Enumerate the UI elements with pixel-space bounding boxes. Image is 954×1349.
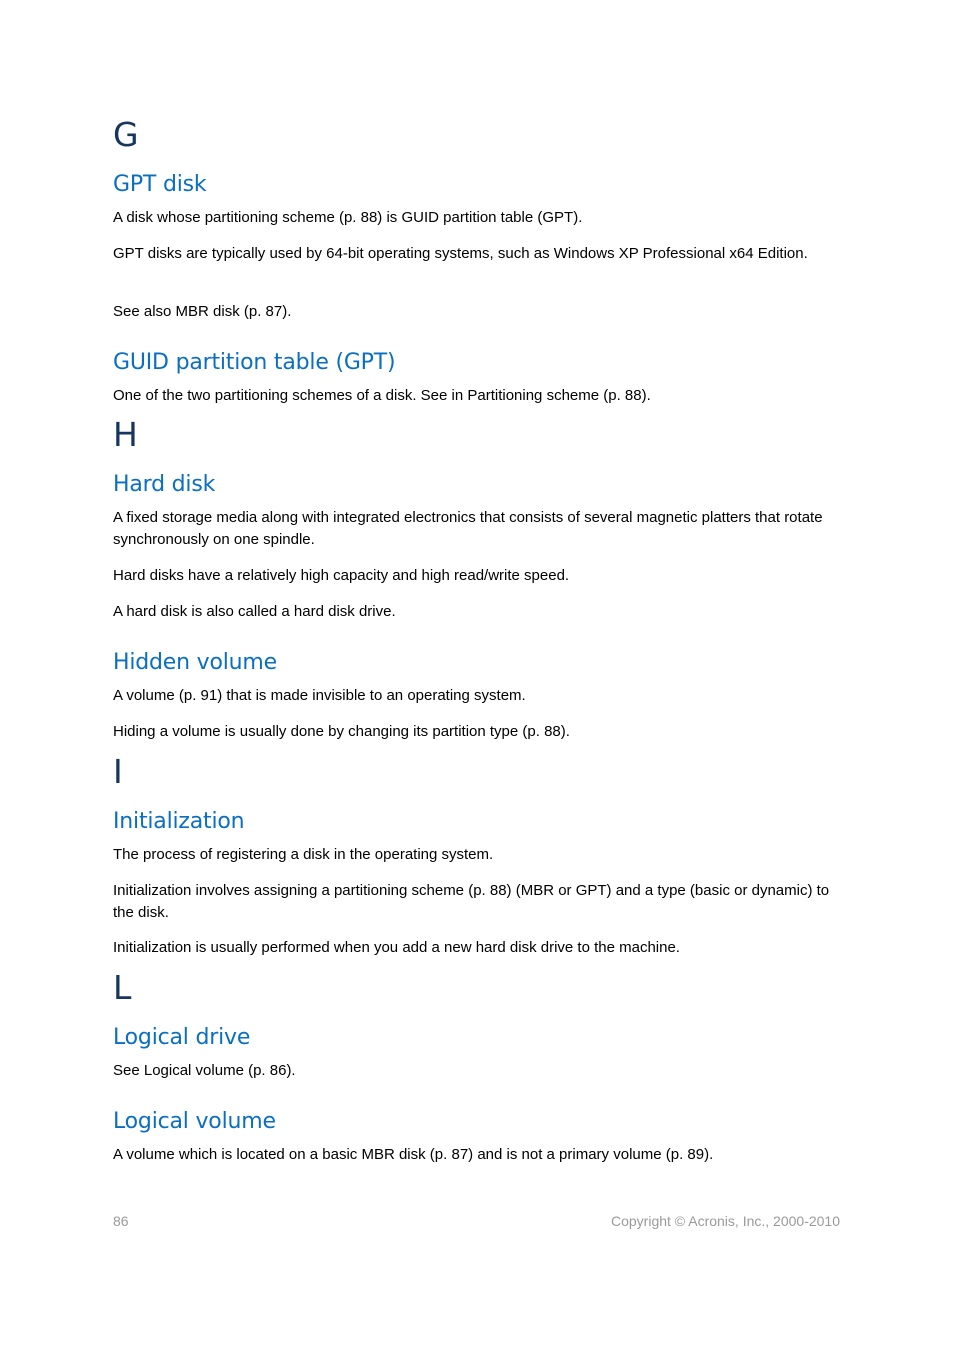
logical-drive-paragraph-1: See Logical volume (p. 86). (113, 1062, 296, 1079)
term-hidden-volume: Hidden volume (113, 650, 277, 675)
copyright-notice: Copyright © Acronis, Inc., 2000-2010 (611, 1213, 840, 1229)
section-letter-l: L (113, 968, 132, 1007)
gpt-disk-paragraph-1: A disk whose partitioning scheme (p. 88) is GUID partition table (GPT). (113, 209, 583, 226)
section-letter-g: G (113, 115, 139, 154)
hard-disk-paragraph-2: Hard disks have a relatively high capacity and high read/write speed. (113, 567, 570, 584)
initialization-paragraph-1: The process of registering a disk in the operating system. (113, 846, 494, 863)
hidden-volume-paragraph-2: Hiding a volume is usually done by changing its partition type (p. 88). (113, 723, 570, 740)
hidden-volume-paragraph-1: A volume (p. 91) that is made invisible to an operating system. (113, 687, 526, 704)
term-hard-disk: Hard disk (113, 472, 216, 497)
term-guid-partition-table: GUID partition table (GPT) (113, 350, 396, 375)
gpt-disk-paragraph-2: GPT disks are typically used by 64-bit operating systems, such as Windows XP Professional x64 Edition. (113, 245, 808, 262)
hard-disk-paragraph-1: A fixed storage media along with integrated electronics that consists of several magnetic platters that rotate synchronously on one spindle. (113, 509, 823, 548)
guid-partition-table-paragraph-1: One of the two partitioning schemes of a disk. See in Partitioning scheme (p. 88). (113, 387, 651, 404)
term-initialization: Initialization (113, 809, 245, 834)
gpt-disk-paragraph-3: See also MBR disk (p. 87). (113, 303, 292, 320)
section-letter-h: H (113, 415, 138, 454)
initialization-paragraph-2: Initialization involves assigning a partitioning scheme (p. 88) (MBR or GPT) and a type (basic or dynamic) to the disk. (113, 882, 830, 921)
page-number: 86 (113, 1213, 129, 1229)
term-logical-drive: Logical drive (113, 1025, 251, 1050)
logical-volume-paragraph-1: A volume which is located on a basic MBR disk (p. 87) and is not a primary volume (p. 89). (113, 1146, 714, 1163)
initialization-paragraph-3: Initialization is usually performed when you add a new hard disk drive to the machine. (113, 939, 680, 956)
hard-disk-paragraph-3: A hard disk is also called a hard disk drive. (113, 603, 396, 620)
section-letter-i: I (113, 752, 123, 791)
term-gpt-disk: GPT disk (113, 172, 207, 197)
term-logical-volume: Logical volume (113, 1109, 276, 1134)
